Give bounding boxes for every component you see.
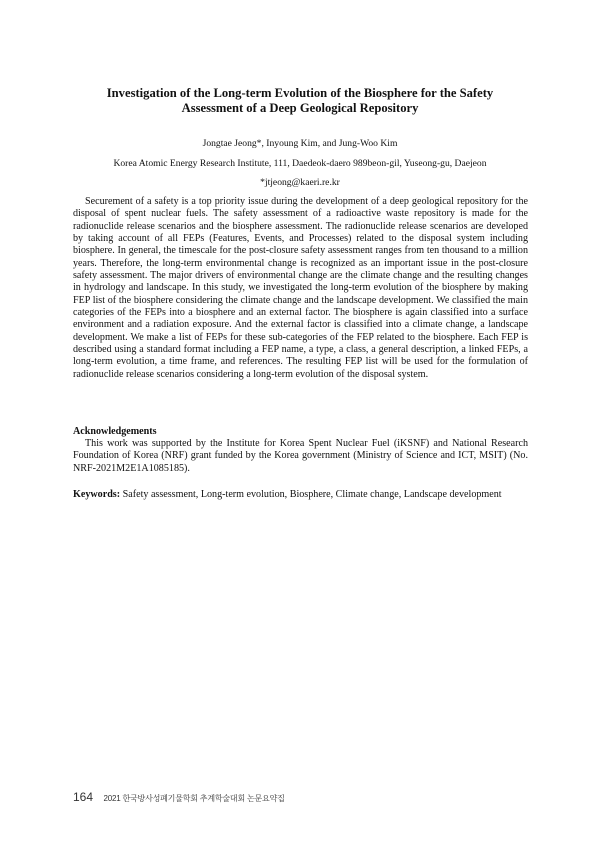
keywords-label: Keywords:	[73, 489, 121, 500]
affiliation: Korea Atomic Energy Research Institute, 111, Daedeok-daero 989beon-gil, Yuseong-gu, Daejeon	[113, 158, 487, 169]
abstract: Securement of a safety is a top priority issue during the development of a deep geological repository for the disposal of spent nuclear fuels. The safety assessment of a radioactive waste repository is made for the radionuclide release scenarios and the biosphere assessment. The radionuclide release scenarios are developed by taking account of all FEPs (Features, Events, and Processes) related to the disposal system including biosphere. In general, the timescale for the post-closure safety assessment ranges from ten thousand to a million years. Therefore, the long-term environmental change is recognized as an important issue in the post-closure safety assessment. The major drivers of environmental change are the climate change and the resulting changes in hydrology and landscape. In this study, we investigated the long-term evolution of the biosphere by making FEP list of the biosphere considering the climate change and the landscape development. We classified the main categories of the FEPs into a biosphere and an external factor. The biosphere is again classified into a surface environment and a radiation exposure. And the external factor is classified into a climate change, a landscape development. We make a list of FEPs for these sub-categories of the FEP related to the biosphere. Each FEP is described using a standard format including a FEP name, a type, a class, a general description, a linked FEPs, a long-term evolution, a time frame, and references. The resulting FEP list will be used for the formulation of radionuclide release scenarios considering a long-term evolution of the disposal system.	[73, 196, 528, 380]
authors: Jongtae Jeong*, Inyoung Kim, and Jung-Woo Kim	[202, 138, 398, 149]
paper-title	[60, 86, 540, 116]
email: *jtjeong@kaeri.re.kr	[260, 177, 340, 188]
acknowledgements-body: This work was supported by the Institute for Korea Spent Nuclear Fuel (iKSNF) and National Research Foundation of Korea (NRF) grant funded by the Korea government (Ministry of Science and ICT, MSIT) (No. NRF-2021M2E1A1085185).	[73, 438, 528, 474]
page-number: 164	[73, 790, 94, 804]
keywords-text: Safety assessment, Long-term evolution, Biosphere, Climate change, Landscape development	[120, 489, 502, 500]
page-footer	[73, 788, 285, 806]
proceedings-title: 2021 한국방사성폐기물학회 추계학술대회 논문요약집	[103, 794, 285, 803]
title-line-1: Investigation of the Long-term Evolution of the Biosphere for the Safety	[106, 86, 494, 100]
title-line-2: Assessment of a Deep Geological Repository	[181, 101, 419, 115]
paper-header	[60, 86, 540, 189]
keywords	[73, 489, 543, 501]
acknowledgements-heading: Acknowledgements	[73, 426, 157, 437]
